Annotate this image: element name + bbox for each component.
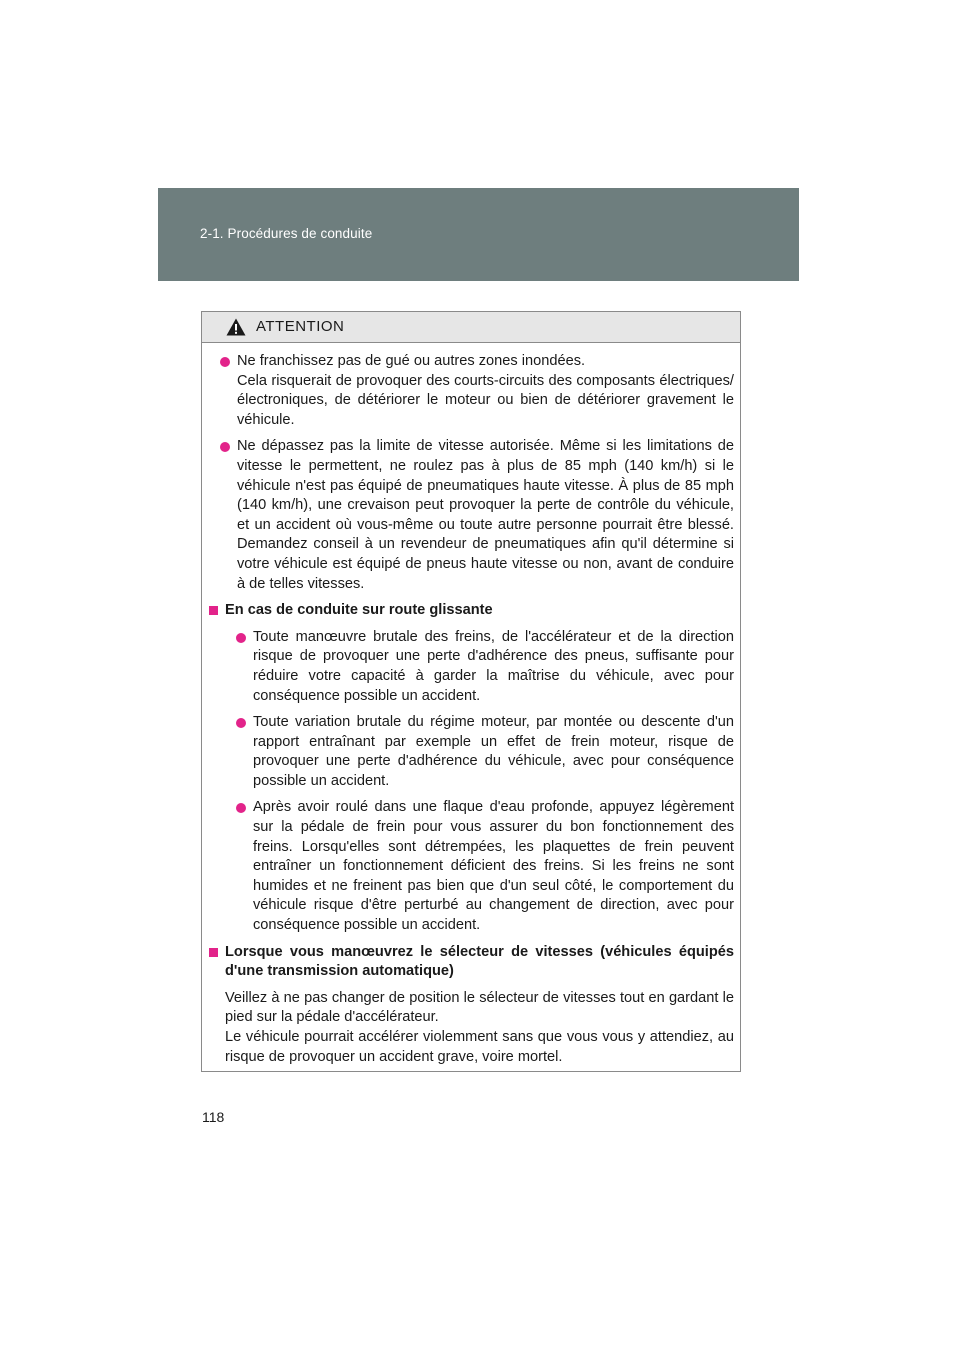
item-text: Toute manœuvre brutale des freins, de l'accélérateur et de la direction risque de provoquer une perte d'adhérence des pneus, suffisante pour réduire votre capacité à garder la maîtrise du véhicule, avec pour conséquence possible un accident. bbox=[253, 628, 734, 704]
section-heading-slippery-road: En cas de conduite sur route glissante bbox=[209, 601, 734, 621]
square-bullet-icon bbox=[209, 948, 218, 957]
bullet-icon bbox=[236, 633, 246, 643]
warning-box bbox=[201, 311, 741, 1072]
item-text: Toute variation brutale du régime moteur, par montée ou descente d'un rapport entraînant par exemple un effet de frein moteur, risque de provoquer une perte d'adhérence du véhicule, avec pour conséquence possible un accident. bbox=[253, 714, 734, 789]
list-item bbox=[236, 628, 734, 706]
list-item bbox=[220, 437, 734, 594]
bullet-icon bbox=[236, 803, 246, 813]
section-title: 2-1. Procédures de conduite bbox=[200, 226, 373, 241]
item-lead: Ne franchissez pas de gué ou autres zones inondées. bbox=[237, 353, 586, 369]
warning-triangle-icon bbox=[226, 318, 246, 336]
warning-body bbox=[202, 343, 740, 1067]
item-text: Après avoir roulé dans une flaque d'eau profonde, appuyez légèrement sur la pédale de frein pour vous assurer du bon fonctionnement des freins. Lorsqu'elles sont détrempées, les plaquettes de frein peuvent entraîner un fonctionnement déficient des freins. Si les freins ne sont humides et ne freinent pas bien que d'un seul côté, le comportement du véhicule risque d'être perturbé au changement de direction, avec pour conséquence possible un accident. bbox=[253, 799, 734, 934]
warning-label: ATTENTION bbox=[256, 318, 345, 335]
list-item bbox=[236, 798, 734, 935]
section-heading-gear-selector: Lorsque vous manœuvrez le sélecteur de vitesses (véhicules équipés d'une transmission automatique) bbox=[209, 943, 734, 982]
bullet-icon bbox=[236, 718, 246, 728]
bullet-icon bbox=[220, 357, 230, 367]
section-paragraph: Veillez à ne pas changer de position le sélecteur de vitesses tout en gardant le pied sur la pédale d'accélérateur. Le véhicule pourrait accélérer violemment sans que vous vous y attendiez, au risque de provoquer un accident grave, voire mortel. bbox=[225, 989, 734, 1065]
list-item bbox=[220, 352, 734, 430]
page-number: 118 bbox=[202, 1109, 225, 1125]
square-bullet-icon bbox=[209, 606, 218, 615]
bullet-icon bbox=[220, 442, 230, 452]
warning-header bbox=[202, 312, 740, 343]
item-text: Ne dépassez pas la limite de vitesse autorisée. Même si les limitations de vitesse le permettent, ne roulez pas à plus de 85 mph (140 km/h) si le véhicule n'est pas équipé de pneumatiques haute vitesse. À plus de 85 mph (140 km/h), une crevaison peut provoquer la perte de contrôle du véhicule, et un accident où vous-même ou toute autre personne pourrait être blessé. Demandez conseil à un revendeur de pneumatiques afin qu'il détermine si votre véhicule est équipé de pneus haute vitesse ou non, avant de conduire à de telles vitesses. bbox=[237, 438, 734, 592]
section-header-band bbox=[158, 188, 799, 281]
list-item bbox=[236, 713, 734, 791]
item-text: Cela risquerait de provoquer des courts-circuits des composants électriques/électroniques, de détériorer le moteur ou bien de détériorer gravement le véhicule. bbox=[237, 372, 734, 428]
